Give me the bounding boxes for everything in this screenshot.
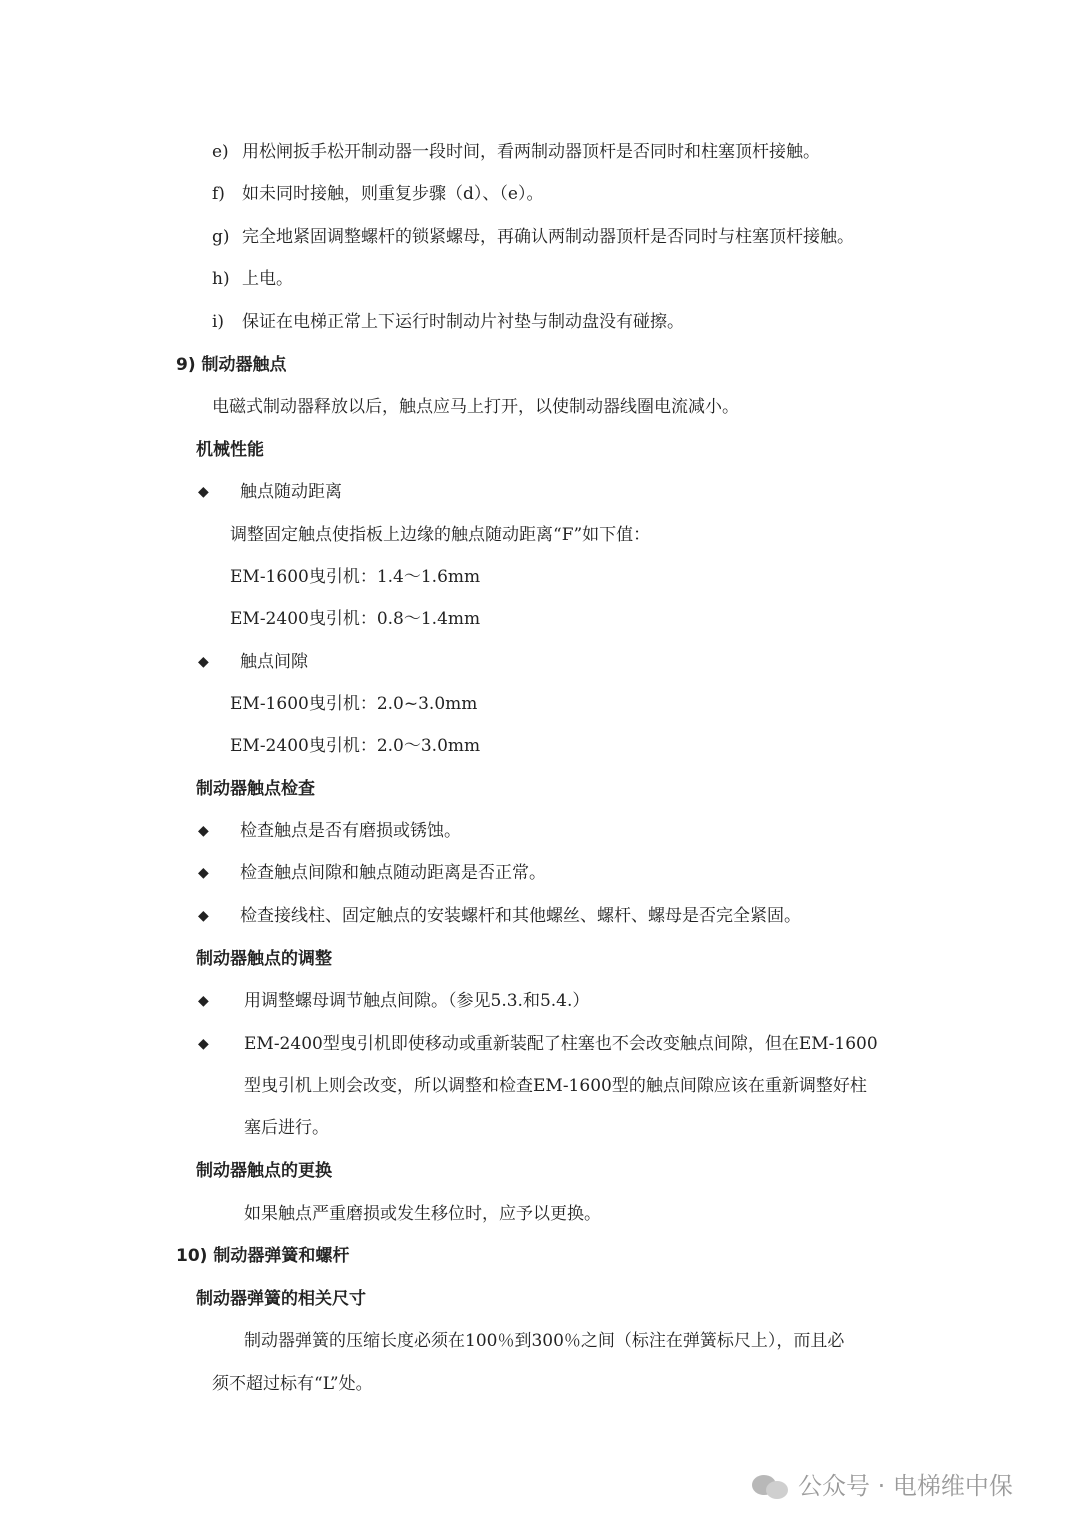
step-marker: e): [212, 142, 229, 162]
wechat-icon: [752, 1473, 792, 1501]
section-9-intro: 电磁式制动器释放以后，触点应马上打开，以使制动器线圈电流减小。: [212, 397, 739, 417]
contact-gap-em1600: EM-1600曳引机：2.0~3.0mm: [230, 694, 478, 714]
diamond-bullet-icon: ◆: [198, 1036, 209, 1052]
step-g: [212, 226, 854, 248]
section-10-heading: 10) 制动器弹簧和螺杆: [176, 1246, 350, 1266]
contact-adjust-heading: 制动器触点的调整: [196, 949, 332, 969]
contact-replace-text: 如果触点严重磨损或发生移位时，应予以更换。: [244, 1204, 601, 1224]
diamond-bullet-icon: ◆: [198, 823, 209, 839]
step-i: [212, 311, 684, 333]
step-text: 如未同时接触，则重复步骤（d）、（e）。: [242, 184, 544, 204]
step-marker: f): [212, 184, 225, 204]
contact-check-heading: 制动器触点检查: [196, 779, 315, 799]
follow-distance-em1600: EM-1600曳引机：1.4～1.6mm: [230, 567, 481, 587]
follow-distance-desc: 调整固定触点使指板上边缘的触点随动距离“F”如下值：: [230, 525, 651, 545]
check-item: 检查接线柱、固定触点的安装螺杆和其他螺丝、螺杆、螺母是否完全紧固。: [240, 906, 801, 926]
spring-dimensions-heading: 制动器弹簧的相关尺寸: [196, 1289, 366, 1309]
bullet-contact-gap: 触点间隙: [240, 652, 308, 672]
check-item: 检查触点是否有磨损或锈蚀。: [240, 821, 461, 841]
adjust-item: 用调整螺母调节触点间隙。（参见5.3.和5.4.）: [244, 991, 590, 1011]
step-marker: h): [212, 269, 230, 289]
watermark: [752, 1466, 1052, 1506]
spring-text-line: 制动器弹簧的压缩长度必须在100％到300％之间（标注在弹簧标尺上），而且必: [244, 1331, 845, 1351]
step-f: [212, 183, 543, 205]
bullet-follow-distance: 触点随动距离: [240, 482, 342, 502]
step-e: [212, 141, 820, 163]
spring-text-line: 须不超过标有“L”处。: [212, 1374, 373, 1394]
step-text: 完全地紧固调整螺杆的锁紧螺母，再确认两制动器顶杆是否同时与柱塞顶杆接触。: [242, 227, 854, 247]
step-marker: i): [212, 312, 225, 332]
diamond-bullet-icon: ◆: [198, 484, 209, 500]
section-9-heading: 9) 制动器触点: [176, 355, 287, 375]
step-text: 保证在电梯正常上下运行时制动片衬垫与制动盘没有碰擦。: [242, 312, 684, 332]
diamond-bullet-icon: ◆: [198, 865, 209, 881]
step-text: 用松闸扳手松开制动器一段时间，看两制动器顶杆是否同时和柱塞顶杆接触。: [242, 142, 820, 162]
step-marker: g): [212, 227, 230, 247]
contact-replace-heading: 制动器触点的更换: [196, 1161, 332, 1181]
follow-distance-em2400: EM-2400曳引机：0.8～1.4mm: [230, 609, 481, 629]
step-text: 上电。: [242, 269, 293, 289]
adjust-item-line: 塞后进行。: [244, 1118, 329, 1138]
adjust-item-line: 型曳引机上则会改变，所以调整和检查EM-1600型的触点间隙应该在重新调整好柱: [244, 1076, 867, 1096]
mechanical-heading: 机械性能: [196, 440, 264, 460]
check-item: 检查触点间隙和触点随动距离是否正常。: [240, 863, 546, 883]
diamond-bullet-icon: ◆: [198, 654, 209, 670]
contact-gap-em2400: EM-2400曳引机：2.0～3.0mm: [230, 736, 481, 756]
diamond-bullet-icon: ◆: [198, 993, 209, 1009]
watermark-text: 公众号 · 电梯维中保: [798, 1472, 1013, 1500]
diamond-bullet-icon: ◆: [198, 908, 209, 924]
step-h: [212, 268, 293, 290]
adjust-item-line: EM-2400型曳引机即使移动或重新装配了柱塞也不会改变触点间隙，但在EM-1600: [244, 1034, 878, 1054]
